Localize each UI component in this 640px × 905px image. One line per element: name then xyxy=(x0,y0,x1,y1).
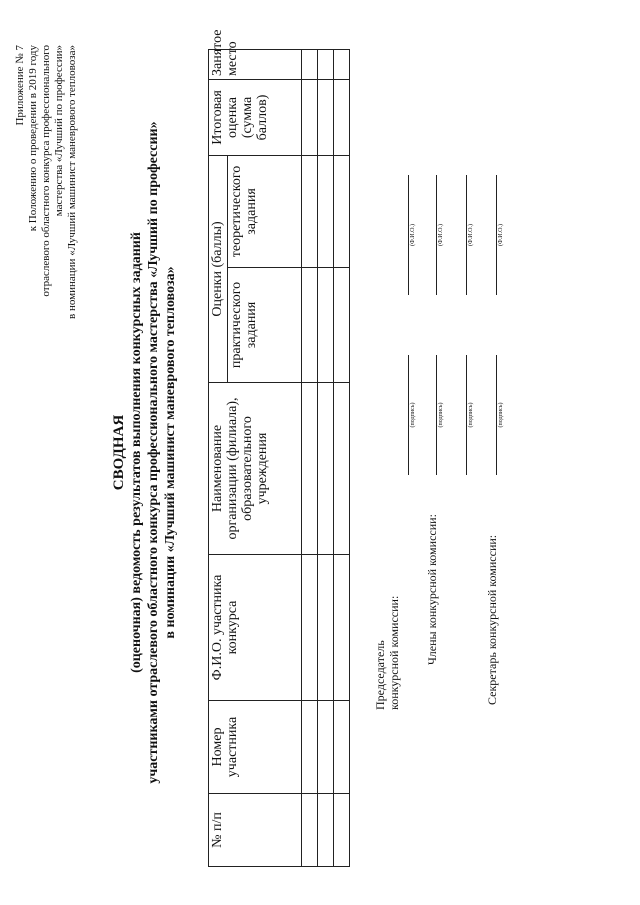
name-caption: (Ф.И.О.) xyxy=(468,224,474,246)
table-cell xyxy=(334,794,350,867)
secretary-name-line xyxy=(496,175,497,295)
table-row xyxy=(334,49,350,866)
table-cell xyxy=(334,383,350,555)
col-header-total: Итоговая оценка (сумма баллов) xyxy=(209,79,302,155)
col-header-practical: практического задания xyxy=(228,268,302,383)
table-cell xyxy=(302,79,318,155)
table-cell xyxy=(318,555,334,701)
annex-number: Приложение № 7 xyxy=(14,45,26,126)
signature-caption: (подпись) xyxy=(468,402,474,428)
table-cell xyxy=(302,701,318,794)
table-row xyxy=(302,49,318,866)
col-header-place: Занятое место xyxy=(209,49,302,79)
table-cell xyxy=(334,701,350,794)
table-cell xyxy=(334,555,350,701)
name-caption: (Ф.И.О.) xyxy=(410,224,416,246)
document-title xyxy=(110,0,179,905)
table-cell xyxy=(302,555,318,701)
name-caption: (Ф.И.О.) xyxy=(498,224,504,246)
member-signature-line xyxy=(436,355,437,475)
annex-line: отраслевого областного конкурса профессионального xyxy=(40,45,52,297)
secretary-label: Секретарь конкурсной комиссии: xyxy=(485,534,499,705)
title-line: участниками отраслевого областного конкурса профессионального мастерства «Лучший по профессии» xyxy=(146,121,161,784)
table-cell xyxy=(318,155,334,267)
title-main: СВОДНАЯ xyxy=(111,414,127,491)
table-cell xyxy=(302,49,318,79)
table-cell xyxy=(334,79,350,155)
col-header-num: № п/п xyxy=(209,794,302,867)
signature-caption: (подпись) xyxy=(438,402,444,428)
members-label: Члены конкурсной комиссии: xyxy=(425,514,439,665)
table-cell xyxy=(334,49,350,79)
chair-label-line: Председатель xyxy=(373,640,387,710)
table-header-row xyxy=(209,49,228,866)
col-header-theoretical: теоретического задания xyxy=(228,155,302,267)
secretary-signature-line xyxy=(496,355,497,475)
title-line: в номинации «Лучший машинист маневрового тепловоза» xyxy=(163,266,178,639)
table-cell xyxy=(318,383,334,555)
chair-label xyxy=(373,596,401,710)
signature-caption: (подпись) xyxy=(498,402,504,428)
name-caption: (Ф.И.О.) xyxy=(438,224,444,246)
table-cell xyxy=(318,49,334,79)
results-table xyxy=(208,29,350,867)
chair-signature-line xyxy=(408,355,409,475)
table-cell xyxy=(318,701,334,794)
table-cell xyxy=(318,794,334,867)
member-signature-line xyxy=(466,355,467,475)
chair-name-line xyxy=(408,175,409,295)
annex-line: к Положению о проведении в 2019 году xyxy=(27,45,39,232)
table-cell xyxy=(302,383,318,555)
col-header-organization: Наименование организации (филиала), образовательного учреждения xyxy=(209,383,302,555)
table-cell xyxy=(334,155,350,267)
annex-note xyxy=(14,45,79,905)
member-name-line xyxy=(436,175,437,295)
annex-line: в номинации «Лучший машинист маневрового тепловоза» xyxy=(66,45,78,319)
member-name-line xyxy=(466,175,467,295)
annex-line: мастерства «Лучший по профессии» xyxy=(53,45,65,217)
table-cell xyxy=(318,268,334,383)
table-row xyxy=(318,49,334,866)
title-line: (оценочная) ведомость результатов выполнения конкурсных заданий xyxy=(129,232,144,673)
table-cell xyxy=(302,155,318,267)
col-header-scores: Оценки (баллы) xyxy=(209,155,228,382)
table-cell xyxy=(318,79,334,155)
table-cell xyxy=(302,268,318,383)
col-header-participant-number: Номер участника xyxy=(209,701,302,794)
chair-label-line: конкурсной комиссии: xyxy=(387,595,401,710)
col-header-fio: Ф.И.О. участника конкурса xyxy=(209,555,302,701)
table-cell xyxy=(334,268,350,383)
table-cell xyxy=(302,794,318,867)
signature-caption: (подпись) xyxy=(410,402,416,428)
